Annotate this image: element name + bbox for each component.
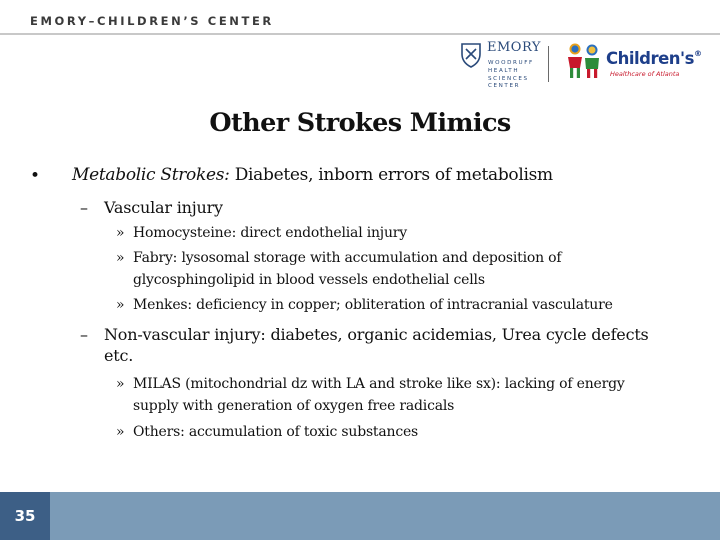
bullet-marker: » bbox=[116, 424, 125, 440]
childrens-logo bbox=[560, 40, 710, 84]
bullet-metabolic-strokes bbox=[72, 165, 553, 185]
emory-sub-line: HEALTH bbox=[488, 67, 520, 74]
bullet-marker: – bbox=[80, 325, 88, 344]
bullet-vascular-injury: Vascular injury bbox=[104, 198, 223, 217]
logo-divider bbox=[548, 46, 549, 82]
emory-logo-subtitle bbox=[488, 60, 534, 91]
emory-sub-line: SCIENCES bbox=[488, 75, 529, 82]
registered-mark: ® bbox=[693, 49, 702, 58]
bullet-others: Others: accumulation of toxic substances bbox=[133, 424, 419, 440]
footer-bar bbox=[0, 492, 720, 540]
children-figures-icon bbox=[564, 42, 604, 80]
bullet-non-vascular-line2: etc. bbox=[104, 346, 134, 365]
page-number: 35 bbox=[14, 507, 36, 525]
emory-sub-line: CENTER bbox=[488, 83, 521, 90]
header-divider bbox=[0, 33, 720, 35]
bullet-text: Diabetes, inborn errors of metabolism bbox=[229, 165, 553, 185]
bullet-milas-line1: MILAS (mitochondrial dz with LA and stroke like sx): lacking of energy bbox=[133, 376, 625, 392]
bullet-fabry-line1: Fabry: lysosomal storage with accumulation and deposition of bbox=[133, 250, 562, 266]
childrens-logo-name bbox=[606, 49, 701, 68]
bullet-marker: » bbox=[116, 250, 125, 266]
bullet-marker: » bbox=[116, 225, 125, 241]
bullet-heading: Metabolic Strokes: bbox=[72, 165, 230, 185]
bullet-marker: » bbox=[116, 376, 125, 392]
emory-sub-line: WOODRUFF bbox=[488, 60, 534, 66]
bullet-marker: • bbox=[30, 166, 40, 186]
bullet-non-vascular-line1: Non-vascular injury: diabetes, organic acidemias, Urea cycle defects bbox=[104, 325, 649, 344]
emory-logo-name: EMORY bbox=[487, 40, 541, 55]
emory-shield-icon bbox=[460, 42, 482, 68]
bullet-milas-line2: supply with generation of oxygen free radicals bbox=[133, 398, 455, 414]
org-header-title: EMORY–CHILDREN’S CENTER bbox=[30, 14, 274, 28]
bullet-homocysteine: Homocysteine: direct endothelial injury bbox=[133, 225, 407, 241]
bullet-marker: » bbox=[116, 297, 125, 313]
childrens-logo-tagline: Healthcare of Atlanta bbox=[610, 70, 680, 78]
slide-title: Other Strokes Mimics bbox=[209, 108, 511, 138]
bullet-fabry-line2: glycosphingolipid in blood vessels endothelial cells bbox=[133, 272, 485, 288]
bullet-menkes: Menkes: deficiency in copper; obliteration of intracranial vasculature bbox=[133, 297, 613, 313]
bullet-marker: – bbox=[80, 198, 88, 217]
emory-logo bbox=[460, 40, 542, 94]
childrens-logo-word: Children's bbox=[606, 49, 694, 68]
